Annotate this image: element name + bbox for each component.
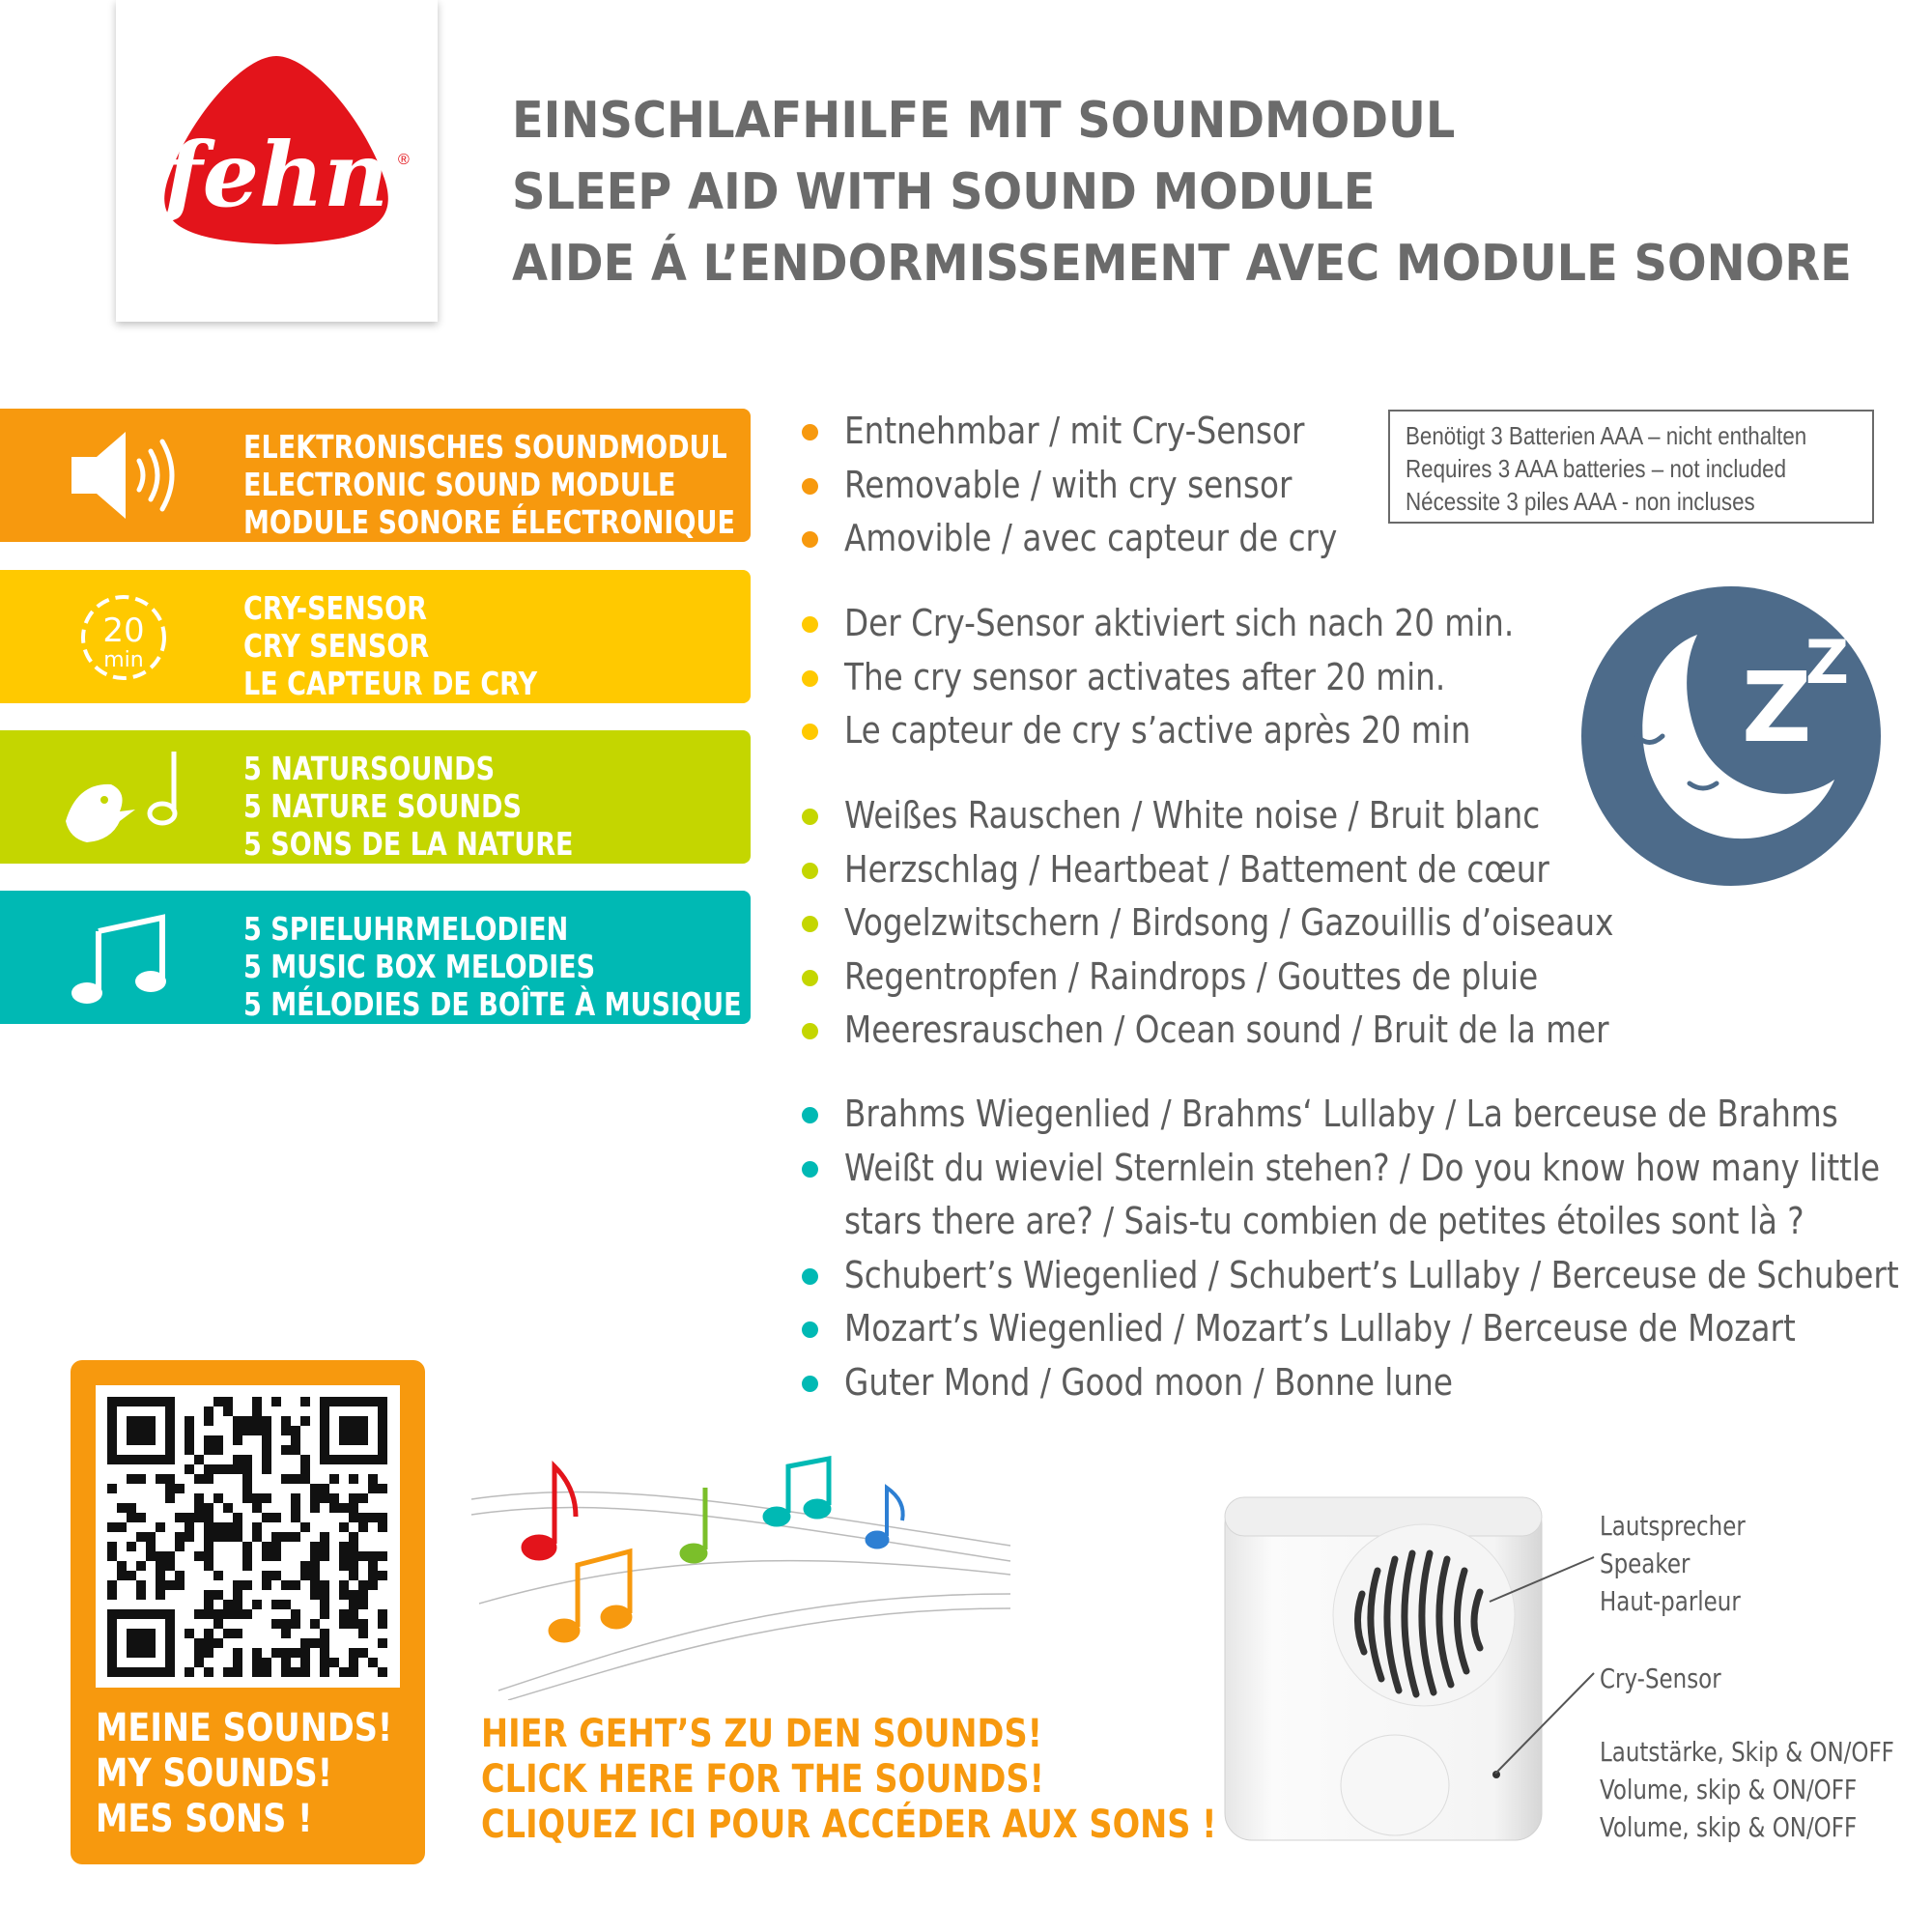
svg-text:®: ® — [398, 152, 410, 168]
title-de: EINSCHLAFHILFE MIT SOUNDMODUL — [512, 92, 1456, 150]
label-speaker: Lautsprecher Speaker Haut-parleur — [1600, 1510, 1746, 1617]
music-notes-illustration — [469, 1449, 1020, 1700]
title-en: SLEEP AID WITH SOUND MODULE — [512, 163, 1376, 221]
sleeping-moon-icon — [1581, 586, 1881, 886]
feature-text: CRY-SENSOR CRY SENSOR LE CAPTEUR DE CRY — [243, 589, 538, 702]
qr-code[interactable] — [96, 1385, 400, 1688]
feature-sound-module — [0, 409, 751, 542]
list-cry-sensor — [802, 597, 1623, 758]
qr-caption: MEINE SOUNDS! MY SOUNDS! MES SONS ! — [96, 1706, 393, 1841]
feature-text: ELEKTRONISCHES SOUNDMODUL ELECTRONIC SOUND MODULE MODULE SONORE ÉLECTRONIQUE — [243, 428, 735, 541]
logo-card — [116, 0, 438, 322]
bird-icon — [58, 744, 193, 850]
list-item: Weißes Rauschen / White noise / Bruit blanc — [802, 789, 1739, 843]
list-item: Weißt du wieviel Sternlein stehen? / Do you know how many little — [802, 1142, 1932, 1196]
feature-nature-sounds — [0, 730, 751, 864]
title-fr: AIDE Á L’ENDORMISSEMENT AVEC MODULE SONORE — [512, 235, 1852, 293]
list-item: Mozart’s Wiegenlied / Mozart’s Lullaby / Berceuse de Mozart — [802, 1302, 1932, 1356]
list-item: Amovible / avec capteur de cry — [802, 512, 1417, 566]
feature-text: 5 SPIELUHRMELODIEN 5 MUSIC BOX MELODIES 5 MÉLODIES DE BOÎTE À MUSIQUE — [243, 910, 742, 1023]
list-item: Brahms Wiegenlied / Brahms‘ Lullaby / La berceuse de Brahms — [802, 1088, 1932, 1142]
label-cry-sensor: Cry-Sensor — [1600, 1662, 1721, 1694]
list-item: Vogelzwitschern / Birdsong / Gazouillis d’oiseaux — [802, 896, 1739, 951]
page-title — [512, 85, 1852, 299]
svg-text:Z: Z — [1742, 651, 1812, 764]
feature-music-box — [0, 891, 751, 1024]
svg-text:Z: Z — [1805, 627, 1849, 697]
list-removable — [802, 405, 1417, 566]
list-item: Schubert’s Wiegenlied / Schubert’s Lullaby / Berceuse de Schubert — [802, 1249, 1932, 1303]
label-button: Lautstärke, Skip & ON/OFF Volume, skip & ON/OFF Volume, skip & ON/OFF — [1600, 1736, 1894, 1843]
list-item: Entnehmbar / mit Cry-Sensor — [802, 405, 1417, 459]
feature-text: 5 NATURSOUNDS 5 NATURE SOUNDS 5 SONS DE LA NATURE — [243, 750, 574, 863]
list-item: Regentropfen / Raindrops / Gouttes de pluie — [802, 951, 1739, 1005]
svg-text:20: 20 — [102, 611, 145, 650]
fehn-logo — [116, 0, 438, 322]
logo-text: fehn — [164, 123, 388, 227]
list-item: The cry sensor activates after 20 min. — [802, 651, 1623, 705]
list-item: Der Cry-Sensor aktiviert sich nach 20 min. — [802, 597, 1623, 651]
list-item: stars there are? / Sais-tu combien de petites étoiles sont là ? — [844, 1200, 1804, 1242]
list-melodies — [802, 1088, 1932, 1409]
list-item: Meeresrauschen / Ocean sound / Bruit de la mer — [802, 1004, 1739, 1058]
feature-cry-sensor — [0, 570, 751, 703]
list-item: Herzschlag / Heartbeat / Battement de cœur — [802, 843, 1739, 897]
list-item: Le capteur de cry s’active après 20 min — [802, 704, 1623, 758]
timer-icon — [58, 583, 193, 690]
click-here-caption[interactable]: HIER GEHT’S ZU DEN SOUNDS! CLICK HERE FOR THE SOUNDS! CLIQUEZ ICI POUR ACCÉDER AUX SONS ! — [481, 1712, 1217, 1847]
qr-card[interactable] — [71, 1360, 425, 1864]
svg-text:min: min — [103, 648, 144, 672]
speaker-icon — [58, 422, 193, 528]
list-item: Removable / with cry sensor — [802, 459, 1417, 513]
list-item: Guter Mond / Good moon / Bonne lune — [802, 1356, 1932, 1410]
leader-lines — [1488, 1546, 1604, 1797]
battery-note: Benötigt 3 Batterien AAA – nicht enthalten Requires 3 AAA batteries – not included Nécessite 3 piles AAA - non incluses — [1388, 410, 1874, 524]
music-note-icon — [58, 904, 193, 1010]
